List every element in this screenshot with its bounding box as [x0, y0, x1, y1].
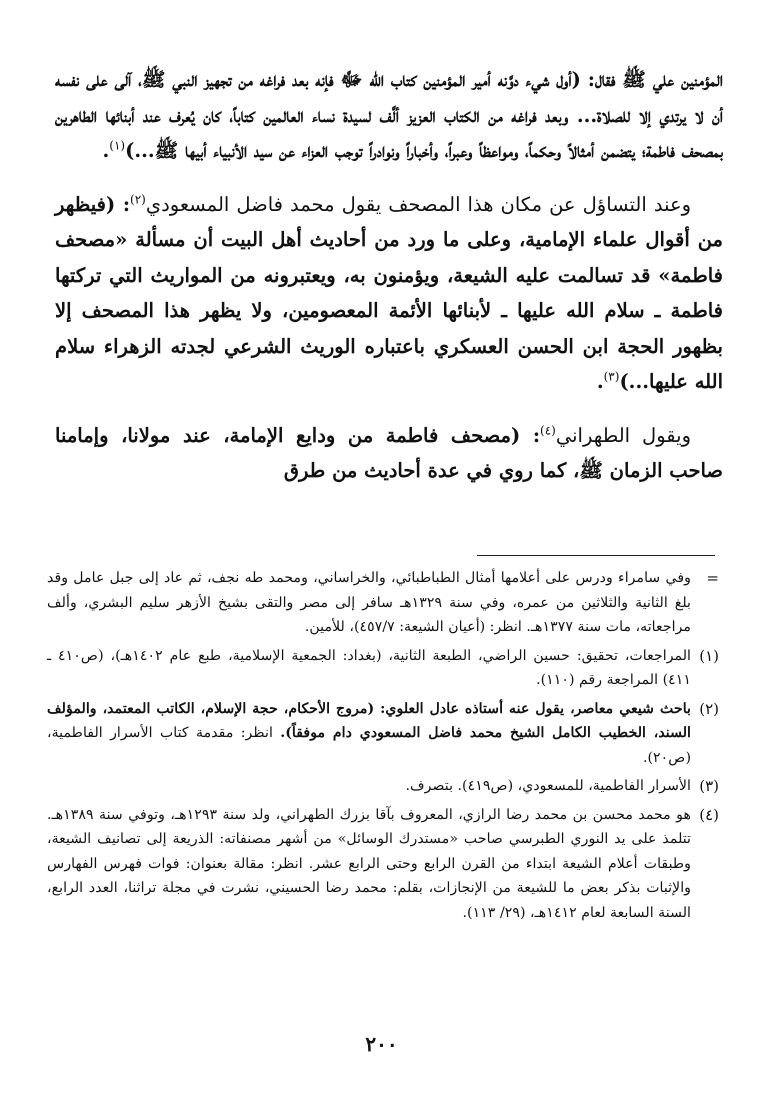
paragraph-end: .: [102, 139, 110, 162]
paragraph-text: : (فيظهر من أقوال علماء الإمامية، وعلى ما ورد من أحاديث أهل البيت أن مسألة «مصحف فاطمة» قد تسالمت عليه الشيعة، ويؤمنون به، ويعتبرونه من المواريث التي تركتها فاطمة ـ سلام الله عليها ـ لأبنائها الأئمة المعصومين، ولا يظهر هذا المصحف إلا بظهور الحجة ابن الحسن العسكري باعتباره الوريث الشرعي لجدته الزهراء سلام الله عليها...): [55, 192, 723, 393]
footnote-mark: (١): [699, 646, 719, 665]
footnote-ref: (٢): [130, 192, 146, 206]
footnote-3: [47, 774, 719, 799]
footnote-bold-text: باحث شيعي معاصر، يقول عنه أستاذه عادل العلوي: (مروج الأحكام، حجة الإسلام، الكاتب المعتمد، والمؤلف السند، الخطيب الكامل الشيخ محمد فاضل المسعودي دام موفقاً).: [47, 700, 691, 741]
footnote-separator: [477, 555, 715, 556]
paragraph-2: [55, 187, 723, 400]
paragraph-lead: ويقول الطهراني: [555, 423, 692, 447]
footnote-1: [47, 644, 719, 693]
footnote-4: [47, 803, 719, 926]
footnote-ref: (٣): [603, 369, 620, 384]
page-number: ٢٠٠: [365, 1032, 398, 1056]
paragraph-lead: وعند التساؤل عن مكان هذا المصحف يقول محمد فاضل المسعودي: [145, 192, 692, 216]
paragraph-end: .: [596, 370, 604, 393]
paragraph-1: [55, 62, 723, 169]
footnote-text: الأسرار الفاطمية، للمسعودي، (ص٤١٩). بتصرف.: [405, 778, 691, 794]
footnote-mark: (٤): [699, 805, 719, 824]
footnote-mark: =: [706, 569, 719, 587]
paragraph-text: المؤمنين علي ﷺ فقال: (أول شيء دوَّنه أمير المؤمنين كتاب الله ﷻ فإنه بعد فراغه من تجهيز النبي ﷺ، آلى على نفسه أن لا يرتدي إلا للصلاة... وبعد فراغه من الكتاب العزيز ألَّف لسيدة نساء العالمين كتاباً، كان يُعرف عند أبنائها الطاهرين بمصحف فاطمة؛ يتضمن أمثالاً وحكماً، ومواعظاً وعبراً، وأخباراً ونوادراً توجب العزاء عن سيد الأنبياء أبيها ﷺ...): [55, 68, 723, 162]
footnote-ref: (١): [109, 138, 126, 153]
paragraph-3: [55, 418, 723, 489]
footnote-text: [47, 697, 691, 771]
footnote-plain-text: انظر: مقدمة كتاب الأسرار الفاطمية، (ص٢٠).: [47, 725, 691, 766]
footnote-mark: (٣): [699, 777, 719, 795]
footnote-mark: (٢): [699, 699, 719, 718]
footnote-2: [47, 697, 719, 771]
footnote-text: المراجعات، تحقيق: حسين الراضي، الطبعة الثانية، (بغداد: الجمعية الإسلامية، طبع عام ١٤٠٢هـ)، (ص٤١٠ ـ ٤١١) المراجعة رقم (١١٠).: [47, 647, 691, 688]
footnotes: [47, 566, 719, 929]
paragraph-text: : (مصحف فاطمة من ودايع الإمامة، عند مولانا، وإمامنا صاحب الزمان ﷺ، كما روي في عدة أحاديث من طرق: [55, 423, 723, 482]
footnote-text: وفي سامراء ودرس على أعلامها أمثال الطباطبائي، والخراساني، ومحمد طه نجف، ثم عاد إلى جبل عامل وقد بلغ الثانية والثلاثين من عمره، وفي سنة ١٣٢٩هـ سافر إلى مصر والتقى بشيخ الأزهر سليم البشري، وألف مراجعاته، مات سنة ١٣٧٧هـ. انظر: (أعيان الشيعة: ٤٥٧/٧)، للأمين.: [47, 570, 691, 635]
footnote-text: هو محمد محسن بن محمد رضا الرازي، المعروف بآقا بزرك الطهراني، ولد سنة ١٢٩٣هـ، وتوفي سنة ١٣٨٩هـ. تتلمذ على يد النوري الطبرسي صاحب «مستدرك الوسائل» من أشهر مصنفاته: الذريعة إلى تصانيف الشيعة، وطبقات أعلام الشيعة ابتداء من القرن الرابع وحتى الرابع عشر. انظر: مقالة بعنوان: فوات فهرس الفهارس والإثبات بذكر بعض ما للشيعة من الإنجازات، بقلم: محمد رضا الحسيني، نشرت في مجلة تراثنا، العدد الرابع، السنة السابعة لعام ١٤١٢هـ، (٢٩/ ١١٣).: [47, 806, 691, 921]
footnote-continued: [47, 566, 719, 640]
footnote-ref: (٤): [540, 423, 556, 437]
main-text: [55, 62, 723, 489]
